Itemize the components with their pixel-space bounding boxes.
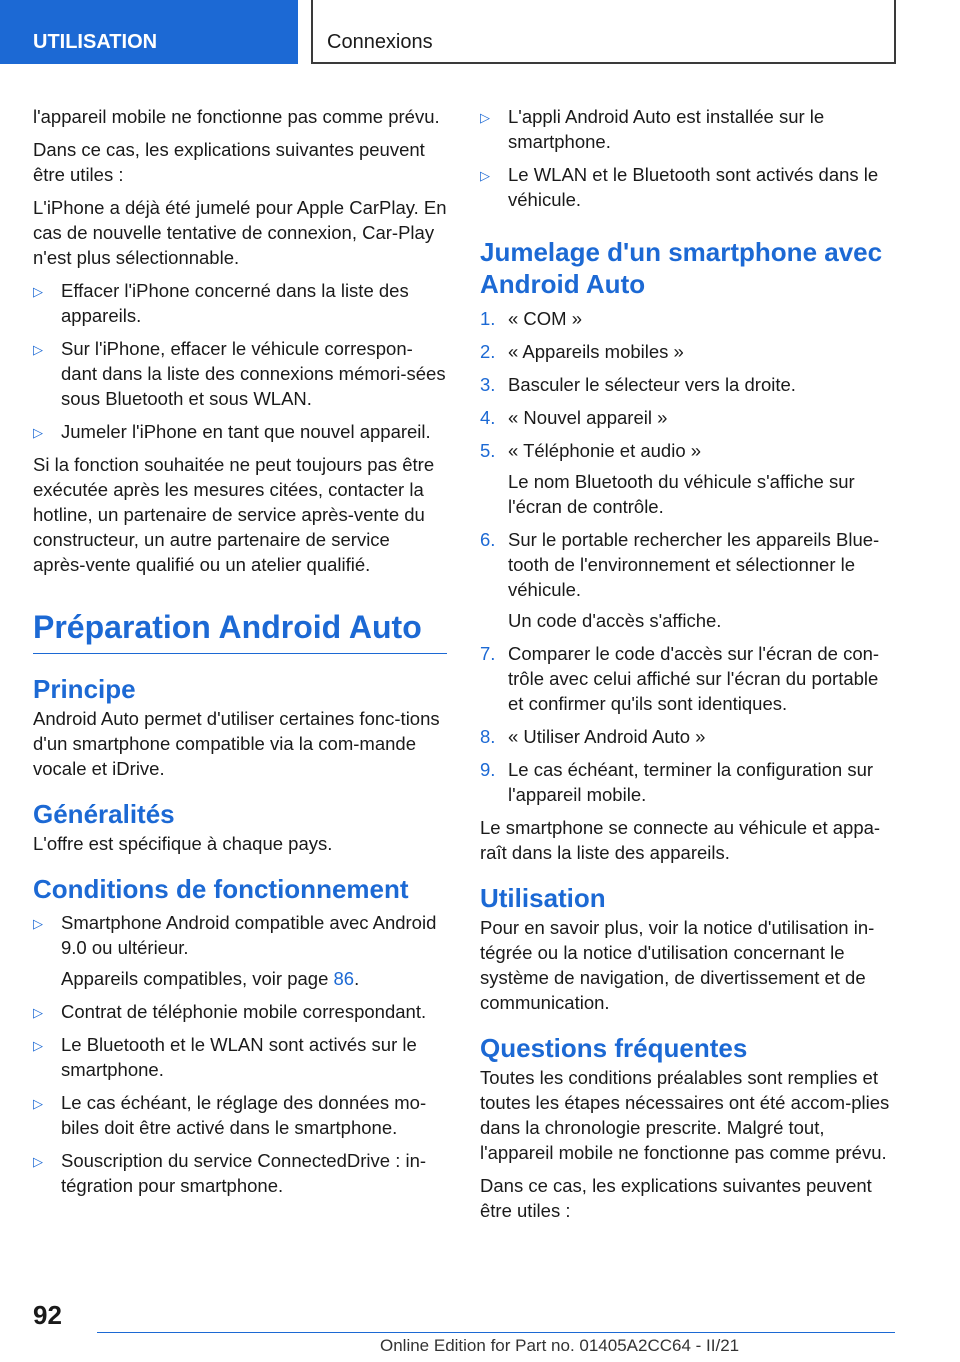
- step-note: Un code d'accès s'affiche.: [508, 610, 722, 631]
- triangle-bullet-icon: ▷: [33, 1005, 43, 1020]
- footer-edition: Online Edition for Part no. 01405A2CC64 - II/21: [380, 1336, 740, 1355]
- triangle-bullet-icon: ▷: [33, 1154, 43, 1169]
- list-item: [480, 641, 896, 716]
- heading-questions: Questions fréquentes: [480, 1033, 748, 1063]
- list-item-text: Le Bluetooth et le WLAN sont activés sur le smartphone.: [61, 1034, 417, 1080]
- list-item-text: Smartphone Android compatible avec Android 9.0 ou ultérieur.: [61, 912, 437, 958]
- triangle-bullet-icon: ▷: [33, 342, 43, 357]
- list-item: [33, 1032, 447, 1082]
- paragraph: l'appareil mobile ne fonctionne pas comme prévu.: [33, 106, 440, 127]
- list-item: [33, 419, 447, 444]
- bullet-list: [480, 104, 896, 212]
- list-item: [480, 372, 896, 397]
- list-item-text: L'appli Android Auto est installée sur le smartphone.: [508, 106, 825, 152]
- page-number: 92: [33, 1300, 62, 1330]
- heading-principe: Principe: [33, 674, 136, 704]
- bullet-list: [33, 910, 447, 1198]
- list-item-text: Sur l'iPhone, effacer le véhicule correspon‐dant dans la liste des connexions mémori‐sées sous Bluetooth et sous WLAN.: [61, 338, 446, 409]
- list-item-text: Le WLAN et le Bluetooth sont activés dans le véhicule.: [508, 164, 879, 210]
- step-note: Le nom Bluetooth du véhicule s'affiche sur l'écran de contrôle.: [508, 471, 855, 517]
- heading-utilisation: Utilisation: [480, 883, 606, 913]
- triangle-bullet-icon: ▷: [33, 1096, 43, 1111]
- triangle-bullet-icon: ▷: [33, 284, 43, 299]
- list-item: [33, 1148, 447, 1198]
- paragraph: Toutes les conditions préalables sont remplies et toutes les étapes nécessaires ont été accom‐plies dans la chronologie prescrite. Malgré tout, l'appareil mobile ne fonctionne pas comme prévu.: [480, 1067, 890, 1163]
- bullet-list: [33, 278, 447, 444]
- paragraph: Pour en savoir plus, voir la notice d'utilisation in‐tégrée ou la notice d'utilisation concernant le système de navigation, de divertissement et de communication.: [480, 917, 875, 1013]
- heading-conditions: Conditions de fonctionnement: [33, 874, 409, 904]
- paragraph: Si la fonction souhaitée ne peut toujours pas être exécutée après les mesures citées, contacter la hotline, un partenaire de service après-vente du constructeur, un autre partenaire de service après-vente qualifié ou un atelier qualifié.: [33, 454, 435, 575]
- step-number: 6.: [480, 529, 496, 550]
- list-item-text: Jumeler l'iPhone en tant que nouvel appareil.: [61, 421, 431, 442]
- step-number: 1.: [480, 308, 496, 329]
- step-text: Le cas échéant, terminer la configuration sur l'appareil mobile.: [508, 759, 874, 805]
- step-number: 5.: [480, 440, 496, 461]
- chapter-tab: Connexions: [311, 0, 896, 64]
- list-item: [33, 336, 447, 411]
- paragraph: L'iPhone a déjà été jumelé pour Apple CarPlay. En cas de nouvelle tentative de connexion, Car‐Play n'est plus sélectionnable.: [33, 197, 447, 268]
- list-item: [480, 405, 896, 430]
- paragraph: Android Auto permet d'utiliser certaines fonc‐tions d'un smartphone compatible via la com‐mande vocale et iDrive.: [33, 708, 440, 779]
- step-number: 2.: [480, 341, 496, 362]
- list-item-note: [61, 966, 447, 991]
- step-text: « Utiliser Android Auto »: [508, 726, 706, 747]
- list-item-text: Souscription du service ConnectedDrive : in‐tégration pour smartphone.: [61, 1150, 427, 1196]
- paragraph: Dans ce cas, les explications suivantes peuvent être utiles :: [480, 1175, 872, 1221]
- list-item: [33, 910, 447, 991]
- list-item: [480, 306, 896, 331]
- step-text: Sur le portable rechercher les appareils Blue‐tooth de l'environnement et sélectionner le véhicule.: [508, 529, 880, 600]
- triangle-bullet-icon: ▷: [33, 425, 43, 440]
- list-item: [33, 1090, 447, 1140]
- step-text: « Téléphonie et audio »: [508, 440, 702, 461]
- heading-generalites: Généralités: [33, 799, 175, 829]
- step-number: 9.: [480, 759, 496, 780]
- triangle-bullet-icon: ▷: [33, 916, 43, 931]
- page-link[interactable]: 86: [333, 968, 355, 989]
- triangle-bullet-icon: ▷: [33, 1038, 43, 1053]
- steps-list: [480, 306, 896, 807]
- list-item: [33, 278, 447, 328]
- list-item: [480, 162, 896, 212]
- chapter-heading: Préparation Android Auto: [33, 605, 447, 654]
- list-item: [480, 724, 896, 749]
- left-column: [33, 104, 447, 1206]
- step-number: 7.: [480, 643, 496, 664]
- heading-jumelage: Jumelage d'un smartphone avec Android Auto: [480, 237, 883, 299]
- note-text: Appareils compatibles, voir page: [61, 968, 334, 989]
- list-item: [480, 339, 896, 364]
- step-text: « COM »: [508, 308, 583, 329]
- paragraph: L'offre est spécifique à chaque pays.: [33, 833, 333, 854]
- step-number: 8.: [480, 726, 496, 747]
- list-item-text: Contrat de téléphonie mobile correspondant.: [61, 1001, 427, 1022]
- section-tab: UTILISATION: [0, 0, 298, 64]
- list-item-text: Le cas échéant, le réglage des données mo‐biles doit être activé dans le smartphone.: [61, 1092, 427, 1138]
- list-item: [480, 527, 896, 633]
- step-text: « Nouvel appareil »: [508, 407, 668, 428]
- step-text: Comparer le code d'accès sur l'écran de con‐trôle avec celui affiché sur l'écran du portable et confirmer qu'ils sont identiques.: [508, 643, 880, 714]
- list-item: [480, 438, 896, 519]
- triangle-bullet-icon: ▷: [480, 110, 490, 125]
- right-column: [480, 104, 896, 1231]
- paragraph: Le smartphone se connecte au véhicule et appa‐raît dans la liste des appareils.: [480, 817, 881, 863]
- footer-divider: [97, 1332, 895, 1333]
- step-number: 4.: [480, 407, 496, 428]
- step-number: 3.: [480, 374, 496, 395]
- list-item: [480, 757, 896, 807]
- note-text: .: [354, 968, 360, 989]
- list-item: [33, 999, 447, 1024]
- list-item-text: Effacer l'iPhone concerné dans la liste des appareils.: [61, 280, 409, 326]
- step-text: Basculer le sélecteur vers la droite.: [508, 374, 796, 395]
- list-item: [480, 104, 896, 154]
- triangle-bullet-icon: ▷: [480, 168, 490, 183]
- step-text: « Appareils mobiles »: [508, 341, 684, 362]
- paragraph: Dans ce cas, les explications suivantes peuvent être utiles :: [33, 139, 425, 185]
